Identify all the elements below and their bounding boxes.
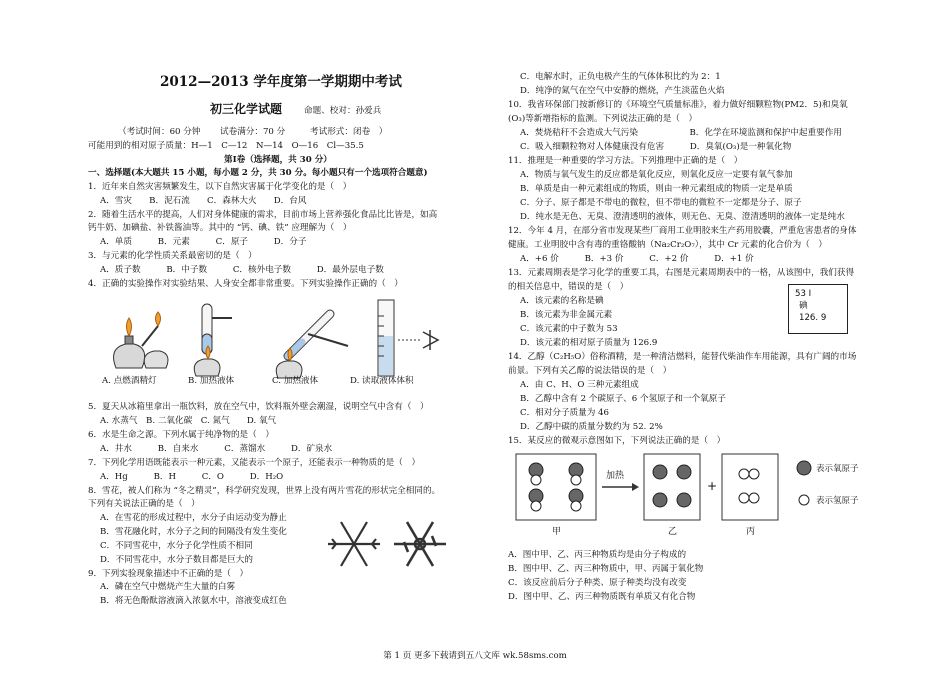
q6: 6．水是生命之源。下列水属于纯净物的是（ ） — [88, 430, 274, 440]
q14-option-a: A．由 C、H、O 三种元素组成 — [520, 380, 639, 390]
q8-line1: 8．雪花，被人们称为 “冬之精灵”，科学研究发现，世界上没有两片雪花的形状完全相同的。 — [88, 486, 441, 496]
q15-option-b: B．图中甲、乙、丙三种物质中，甲、丙属于氧化物 — [508, 564, 704, 574]
atomic-masses: 可能用到的相对原子质量：H—1 C—12 N—14 O—16 Cl—35.5 — [88, 141, 364, 151]
element-symbol: I — [808, 289, 812, 299]
q11-option-b: B．单质是由一种元素组成的物质，则由一种元素组成的物质一定是单质 — [520, 184, 793, 194]
q3: 3．与元素的化学性质关系最密切的是（ ） — [88, 251, 257, 261]
q8-line2: 下列有关说法正确的是（ ） — [88, 499, 200, 509]
q10-options-ab: A．焚烧秸秆不会造成大气污染 B．化学在环境监测和保护中起重要作用 — [520, 128, 842, 138]
q8-option-a: A．在雪花的形成过程中，水分子由运动变为静止 — [100, 513, 287, 523]
q4: 4．正确的实验操作对实验结果、人身安全都非常重要。下列实验操作正确的（ ） — [88, 279, 403, 289]
q12-line2: 健康。工业明胶中含有毒的重铬酸钠（Na₂Cr₂O₇），其中 Cr 元素的化合价为（ ） — [508, 240, 827, 250]
q14-option-c: C．相对分子质量为 46 — [520, 408, 609, 418]
snowflake-figures — [320, 514, 460, 574]
q1-options: A．雪灾 B．泥石流 C．森林大火 D．台风 — [100, 196, 307, 206]
legend-hydrogen: 表示氢原子 — [816, 496, 859, 506]
label-bing: 丙 — [746, 527, 756, 537]
q15-option-c: C．该反应前后分子种类、原子种类均没有改变 — [508, 578, 687, 588]
q15-option-a: A．图中甲、乙、丙三种物质均是由分子构成的 — [508, 550, 687, 560]
element-cell — [788, 284, 848, 334]
page-footer: 第 1 页 更多下载请到五八文库 wk.58sms.com — [383, 651, 567, 661]
q2-line1: 2．随着生活水平的提高，人们对身体健康的需求，目前市场上营养强化食品比比皆是，如高 — [88, 210, 438, 220]
label-yi: 乙 — [668, 527, 678, 537]
test-tube-figure — [194, 304, 232, 376]
tilted-tube-figure — [276, 314, 348, 378]
q13-option-b: B．该元素为非金属元素 — [520, 310, 613, 320]
part1-title: 第Ⅰ卷（选择题，共 30 分） — [224, 155, 332, 165]
q4-option-a: A. 点燃酒精灯 — [102, 376, 157, 386]
q9-option-c: C．电解水时，正负电极产生的气体体积比约为 2：1 — [520, 72, 721, 82]
box-bing — [722, 454, 778, 520]
q9-option-b: B．将无色酚酞溶液滴入浓氨水中，溶液变成红色 — [100, 596, 287, 606]
q11-option-c: C．分子、原子都是不带电的微粒，但不带电的微粒不一定都是分子、原子 — [520, 198, 802, 208]
full-score: 试卷满分：70 分 — [220, 127, 286, 137]
q4-option-b: B. 加热液体 — [188, 376, 235, 386]
q1: 1．近年来自然灾害频繁发生，以下自然灾害属于化学变化的是（ ） — [88, 182, 352, 192]
q14-option-b: B．乙醇中含有 2 个碳原子、6 个氢原子和一个氧原子 — [520, 394, 726, 404]
q8-option-b: B．雪花融化时，水分子之间的间隔没有发生变化 — [100, 527, 287, 537]
q11-option-d: D．纯水是无色、无臭、澄清透明的液体，则无色、无臭、澄清透明的液体一定是纯水 — [520, 212, 845, 222]
exam-time: （考试时间：60 分钟 — [118, 127, 201, 137]
q5: 5．夏天从冰箱里拿出一瓶饮料，放在空气中，饮料瓶外壁会潮湿，说明空气中含有（ ） — [88, 402, 429, 412]
legend — [797, 461, 811, 505]
q9: 9．下列实验现象描述中不正确的是（ ） — [88, 569, 249, 579]
reaction-diagram — [508, 450, 880, 540]
q10-line2: (O₃)等新增指标的监测。下列说法正确的是（ ） — [508, 114, 698, 124]
q14-option-d: D．乙醇中碳的质量分数约为 52. 2% — [520, 422, 663, 432]
paper-subtitle: 初三化学试题 — [210, 102, 283, 116]
q4-lab-figures — [98, 296, 448, 382]
q3-options: A．质子数 B．中子数 C．核外电子数 D．最外层电子数 — [100, 265, 384, 275]
q15-option-d: D．图中甲、乙、丙三种物质既有单质又有化合物 — [508, 592, 696, 602]
snowflake-left — [328, 522, 380, 566]
q5-options: A. 水蒸气 B. 二氧化碳 C. 氮气 D. 氧气 — [100, 416, 277, 426]
q2-line2: 钙牛奶、加碘盐、补铁酱油等。其中的 “钙、碘、铁” 应理解为（ ） — [88, 223, 352, 233]
q6-options: A．井水 B．自来水 C．蒸馏水 D．矿泉水 — [100, 444, 333, 454]
q13-option-d: D．该元素的相对原子质量为 126.9 — [520, 338, 658, 348]
q14-line2: 前景。下列有关乙醇的说法错误的是（ ） — [508, 366, 672, 376]
label-jia: 甲 — [552, 527, 562, 537]
q7-options: A．Hg B．H C．O D．H₂O — [100, 472, 284, 482]
q11: 11．推理是一种重要的学习方法。下列推理中正确的是（ ） — [508, 156, 743, 166]
plus-sign: + — [707, 479, 718, 493]
section1-title: 一、选择题(本大题共 15 小题，每小题 2 分，共 30 分。每小题只有一个选项符合题意) — [88, 168, 428, 178]
q13-option-a: A．该元素的名称是碘 — [520, 296, 604, 306]
exam-form: 考试形式：闭卷 ） — [310, 127, 388, 137]
box-jia — [516, 454, 596, 520]
q4-option-d: D. 读取液体体积 — [350, 376, 414, 386]
q7: 7．下列化学用语既能表示一种元素，又能表示一个原子，还能表示一种物质的是（ ） — [88, 458, 421, 468]
q13-line1: 13．元素周期表是学习化学的重要工具，右图是元素周期表中的一格，从该图中，我们获得 — [508, 268, 855, 278]
q14-line1: 14．乙醇（C₂H₅O）俗称酒精，是一种清洁燃料，能替代柴油作车用能源，具有广阔的市场 — [508, 352, 857, 362]
q9-option-a: A．磷在空气中燃烧产生大量的白雾 — [100, 582, 236, 592]
arrow-label: 加热 — [606, 471, 625, 481]
q2-options: A．单质 B．元素 C．原子 D．分子 — [100, 237, 307, 247]
q12-line1: 12．今年 4 月，在部分省市发现某些厂商用工业明胶来生产药用胶囊，严重危害患者的身体 — [508, 226, 857, 236]
element-mass: 126. 9 — [799, 313, 827, 323]
q12-options: A．+6 价 B．+3 价 C．+2 价 D．+1 价 — [520, 254, 754, 264]
element-name: 碘 — [799, 301, 808, 311]
arrow — [602, 483, 639, 491]
q10-options-cd: C．吸入细颗粒物对人体健康没有危害 D．臭氧(O₃)是一种氧化物 — [520, 142, 792, 152]
q10-line1: 10．我省环保部门按新修订的《环境空气质量标准》，着力做好细颗粒物(PM2．5)和臭氧 — [508, 100, 848, 110]
exam-title: 2012—2013 学年度第一学期期中考试 — [160, 74, 402, 90]
q15: 15．某反应的微观示意图如下，下列说法正确的是（ ） — [508, 436, 726, 446]
q8-option-c: C．不同雪花中，水分子化学性质不相同 — [100, 541, 253, 551]
alcohol-lamp-figure — [114, 312, 168, 368]
legend-oxygen: 表示氧原子 — [816, 464, 859, 474]
snowflake-right — [394, 522, 446, 566]
element-number: 53 — [795, 289, 806, 299]
q13-option-c: C．该元素的中子数为 53 — [520, 324, 618, 334]
q9-option-d: D．纯净的氮气在空气中安静的燃烧，产生淡蓝色火焰 — [520, 86, 725, 96]
authors: 命题、校对：孙爱兵 — [304, 106, 382, 116]
q8-option-d: D．不同雪花中，水分子数目都是巨大的 — [100, 555, 253, 565]
q4-option-c: C. 加热液体 — [272, 376, 319, 386]
q13-line2: 的相关信息中，错误的是（ ） — [508, 282, 629, 292]
box-yi — [644, 454, 700, 520]
q11-option-a: A．物质与氧气发生的反应都是氧化反应，则氧化反应一定要有氧气参加 — [520, 170, 793, 180]
graduated-cylinder-figure — [378, 300, 438, 376]
